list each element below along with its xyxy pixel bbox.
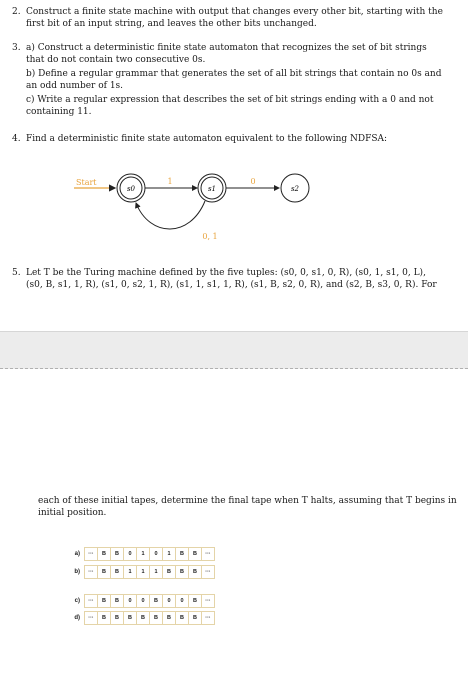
tape-b bbox=[60, 565, 215, 579]
q2-line-1: Construct a finite state machine with output that changes every other bit, starting with the bbox=[26, 7, 443, 17]
tape-cell: B bbox=[137, 612, 150, 624]
tape-cell: 0 bbox=[150, 548, 163, 560]
tape-cell: ··· bbox=[85, 612, 98, 624]
tape-cell: B bbox=[163, 566, 176, 578]
tape-cell: 1 bbox=[124, 566, 137, 578]
tape-cell: B bbox=[124, 612, 137, 624]
edge-s1-s0 bbox=[136, 201, 205, 229]
q3-a-line-1: a) Construct a deterministic finite state automaton that recognizes the set of bit strings bbox=[26, 43, 427, 53]
q5-line-4: initial position. bbox=[38, 507, 107, 518]
tape-cell: ··· bbox=[85, 548, 98, 560]
tape-cell: ··· bbox=[85, 566, 98, 578]
q3-c-line-2: containing 11. bbox=[26, 106, 92, 117]
tape-cell: B bbox=[176, 612, 189, 624]
tape-cell: B bbox=[98, 566, 111, 578]
tape-a-label: a) bbox=[74, 551, 80, 557]
start-label: Start bbox=[76, 178, 97, 187]
tape-c bbox=[60, 594, 215, 608]
q3-c-line-1: c) Write a regular expression that describes the set of bit strings ending with a 0 and not bbox=[26, 95, 434, 105]
state-s2-label: s2 bbox=[290, 185, 300, 193]
tape-cell: B bbox=[111, 548, 124, 560]
tape-cell: 1 bbox=[137, 566, 150, 578]
state-s1-label: s1 bbox=[207, 185, 217, 193]
tape-cell: B bbox=[98, 612, 111, 624]
tape-cell: B bbox=[163, 612, 176, 624]
tape-d-label: d) bbox=[74, 615, 80, 621]
tape-c-label: c) bbox=[74, 598, 80, 604]
q3-number: 3. bbox=[12, 43, 21, 53]
state-s0 bbox=[117, 174, 145, 202]
tape-cell: ··· bbox=[202, 548, 215, 560]
tape-c-cells bbox=[84, 594, 215, 608]
tape-cell: B bbox=[98, 595, 111, 607]
state-s2 bbox=[281, 174, 309, 202]
tape-cell: ··· bbox=[85, 595, 98, 607]
q3-b-line-1: b) Define a regular grammar that generates the set of all bit strings that contain no 0s and bbox=[26, 69, 442, 79]
tape-cell: B bbox=[189, 566, 202, 578]
q2-number: 2. bbox=[12, 7, 21, 17]
q5-line-1: Let T be the Turing machine defined by the five tuples: (s0, 0, s1, 0, R), (s0, 1, s1, 0, L), bbox=[26, 268, 426, 278]
page-break bbox=[0, 331, 468, 369]
q4-text: Find a deterministic finite state automaton equivalent to the following NDFSA: bbox=[26, 134, 388, 144]
tape-cell: 1 bbox=[137, 548, 150, 560]
tape-cell: 1 bbox=[163, 548, 176, 560]
state-s1 bbox=[198, 174, 226, 202]
q3-b-line-2: an odd number of 1s. bbox=[26, 80, 124, 91]
tape-cell: ··· bbox=[202, 566, 215, 578]
tape-cell: 0 bbox=[124, 595, 137, 607]
tape-d bbox=[60, 611, 215, 625]
tape-cell: B bbox=[111, 612, 124, 624]
ndfsa-diagram bbox=[0, 160, 468, 250]
tape-cell: 0 bbox=[137, 595, 150, 607]
state-s0-label: s0 bbox=[126, 185, 136, 193]
tape-cell: 0 bbox=[163, 595, 176, 607]
tape-cell: B bbox=[150, 612, 163, 624]
tape-d-cells bbox=[84, 611, 215, 625]
tape-cell: ··· bbox=[202, 612, 215, 624]
edge-s0-s1-label: 1 bbox=[167, 177, 173, 186]
tape-a bbox=[60, 547, 215, 561]
edge-s1-s0-label: 0, 1 bbox=[202, 232, 218, 241]
q5-number: 5. bbox=[12, 268, 21, 278]
tape-cell: B bbox=[176, 566, 189, 578]
tape-cell: 0 bbox=[124, 548, 137, 560]
q5-line-2: (s0, B, s1, 1, R), (s1, 0, s2, 1, R), (s1, 1, s1, 1, R), (s1, B, s2, 0, R), and (s2, B, s3, 0, R). For bbox=[26, 279, 437, 290]
edge-s1-s2-label: 0 bbox=[250, 177, 256, 186]
tape-cell: B bbox=[150, 595, 163, 607]
tape-cell: B bbox=[176, 548, 189, 560]
q3-a-line-2: that do not contain two consecutive 0s. bbox=[26, 54, 206, 65]
tape-cell: B bbox=[111, 595, 124, 607]
tape-cell: B bbox=[98, 548, 111, 560]
q4-number: 4. bbox=[12, 134, 21, 144]
tape-cell: 0 bbox=[176, 595, 189, 607]
tape-cell: ··· bbox=[202, 595, 215, 607]
tape-cell: 1 bbox=[150, 566, 163, 578]
tape-cell: B bbox=[189, 595, 202, 607]
tape-cell: B bbox=[189, 548, 202, 560]
q5-line-3: each of these initial tapes, determine the final tape when T halts, assuming that T begins in bbox=[38, 496, 457, 506]
tape-cell: B bbox=[111, 566, 124, 578]
tape-a-cells bbox=[84, 547, 215, 561]
q2-line-2: first bit of an input string, and leaves the other bits unchanged. bbox=[26, 18, 317, 29]
tape-b-label: b) bbox=[74, 569, 80, 575]
tape-cell: B bbox=[189, 612, 202, 624]
tape-b-cells bbox=[84, 565, 215, 579]
